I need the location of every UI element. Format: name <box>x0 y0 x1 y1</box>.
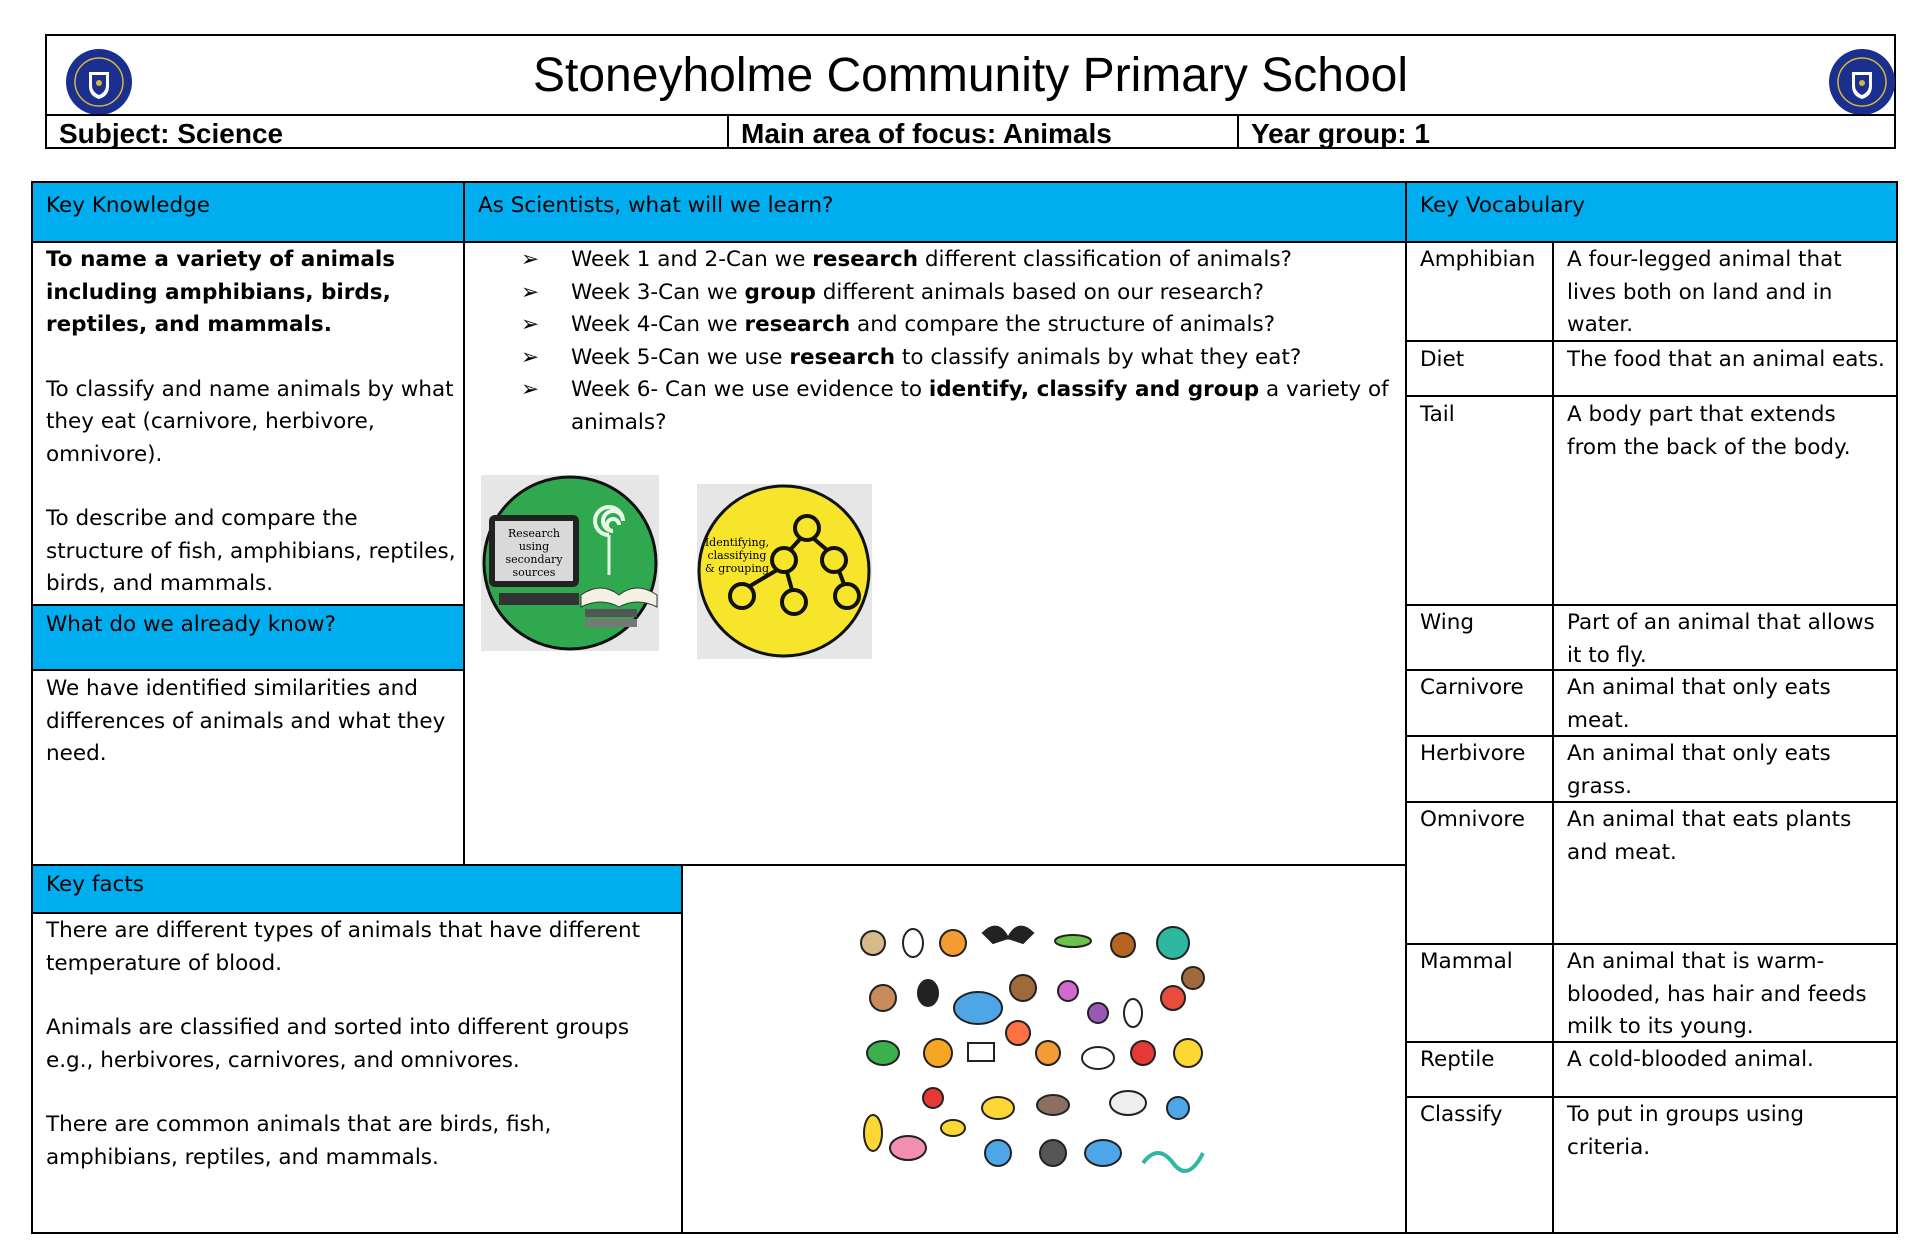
already-know-heading: What do we already know? <box>46 612 336 637</box>
research-sources-icon <box>481 475 659 651</box>
header-info-row <box>47 114 1894 149</box>
week-item: ➢ Week 5-Can we use research to classify animals by what they eat? <box>521 342 1391 375</box>
learn-heading: As Scientists, what will we learn? <box>478 193 834 218</box>
vocab-definition: An animal that is warm-blooded, has hair and feeds milk to its young. <box>1567 949 1867 1039</box>
knowledge-point: To describe and compare the structure of fish, amphibians, reptiles, birds, and mammals. <box>46 506 456 596</box>
svg-text:& grouping: & grouping <box>705 562 769 575</box>
school-logo-left <box>65 48 133 116</box>
grid-line <box>1407 395 1896 397</box>
svg-text:Identifying,: Identifying, <box>704 536 770 549</box>
svg-text:classifying: classifying <box>707 549 767 562</box>
fact-item: There are different types of animals that have different temperature of blood. <box>46 918 641 976</box>
vocab-definition: An animal that only eats grass. <box>1567 741 1831 799</box>
subject-label: Subject: Science <box>59 118 284 149</box>
vocab-term: Diet <box>1420 347 1465 372</box>
grid-line <box>33 669 463 671</box>
fact-item: Animals are classified and sorted into different groups e.g., herbivores, carnivores, and omnivores. <box>46 1015 630 1073</box>
vocab-term: Tail <box>1420 402 1455 427</box>
vocab-term: Reptile <box>1420 1047 1495 1072</box>
school-logo-right <box>1828 48 1896 116</box>
svg-text:sources: sources <box>512 566 556 579</box>
school-title: Stoneyholme Community Primary School <box>533 49 1408 102</box>
vocab-definition: To put in groups using criteria. <box>1567 1102 1804 1160</box>
svg-text:secondary: secondary <box>505 553 563 566</box>
week-item: ➢ Week 1 and 2-Can we research different classification of animals? <box>521 244 1391 277</box>
vocab-term: Classify <box>1420 1102 1503 1127</box>
vocab-definition: Part of an animal that allows it to fly. <box>1567 610 1875 668</box>
key-knowledge-body <box>46 244 458 601</box>
vocab-term: Carnivore <box>1420 675 1524 700</box>
vocab-definition: An animal that eats plants and meat. <box>1567 807 1852 865</box>
year-group-label: Year group: 1 <box>1251 118 1430 149</box>
grouping-tree-icon <box>697 484 872 659</box>
arrow-bullet-icon: ➢ <box>521 344 540 370</box>
vocab-term: Herbivore <box>1420 741 1526 766</box>
vocab-term: Mammal <box>1420 949 1513 974</box>
grid-line <box>33 241 1896 243</box>
grid-line <box>1407 1096 1896 1098</box>
knowledge-point: To name a variety of animals including amphibians, birds, reptiles, and mammals. <box>46 247 396 337</box>
learn-list <box>521 244 1391 439</box>
vocab-definition: A body part that extends from the back of the body. <box>1567 402 1851 460</box>
key-facts-body <box>46 915 676 1174</box>
vocab-definition: A cold-blooded animal. <box>1567 1047 1814 1072</box>
week-item: ➢ Week 3-Can we group different animals based on our research? <box>521 277 1391 310</box>
arrow-bullet-icon: ➢ <box>521 312 540 337</box>
grid-line <box>33 912 681 914</box>
vocab-definition: A four-legged animal that lives both on land and in water. <box>1567 247 1842 337</box>
key-knowledge-heading: Key Knowledge <box>46 193 211 218</box>
focus-label: Main area of focus: Animals <box>741 118 1112 149</box>
grid-line <box>1407 943 1896 945</box>
vocab-definition: The food that an animal eats. <box>1567 347 1885 372</box>
key-facts-heading: Key facts <box>46 872 145 897</box>
content-grid <box>31 181 1898 1234</box>
fact-item: There are common animals that are birds, fish, amphibians, reptiles, and mammals. <box>46 1112 552 1170</box>
week-item: ➢ Week 4-Can we research and compare the structure of animals? <box>521 309 1391 342</box>
vocab-term: Omnivore <box>1420 807 1525 832</box>
knowledge-point: To classify and name animals by what they eat (carnivore, herbivore, omnivore). <box>46 376 454 467</box>
vocab-term: Wing <box>1420 610 1475 635</box>
vocab-heading: Key Vocabulary <box>1420 193 1585 218</box>
svg-text:Research: Research <box>507 527 561 540</box>
arrow-bullet-icon: ➢ <box>521 377 540 402</box>
page-header <box>45 34 1896 149</box>
vocab-definition: An animal that only eats meat. <box>1567 675 1831 733</box>
arrow-bullet-icon: ➢ <box>521 247 540 272</box>
vocab-term: Amphibian <box>1420 247 1536 272</box>
week-item: ➢ Week 6- Can we use evidence to identify, classify and group a variety of animals? <box>521 374 1391 439</box>
grid-line <box>463 183 465 866</box>
animals-illustration <box>853 913 1213 1173</box>
grid-line <box>1407 604 1896 606</box>
svg-text:using: using <box>518 540 550 553</box>
already-know-text: We have identified similarities and differences of animals and what they need. <box>46 676 446 766</box>
grid-line <box>681 866 683 1232</box>
arrow-bullet-icon: ➢ <box>521 279 540 305</box>
